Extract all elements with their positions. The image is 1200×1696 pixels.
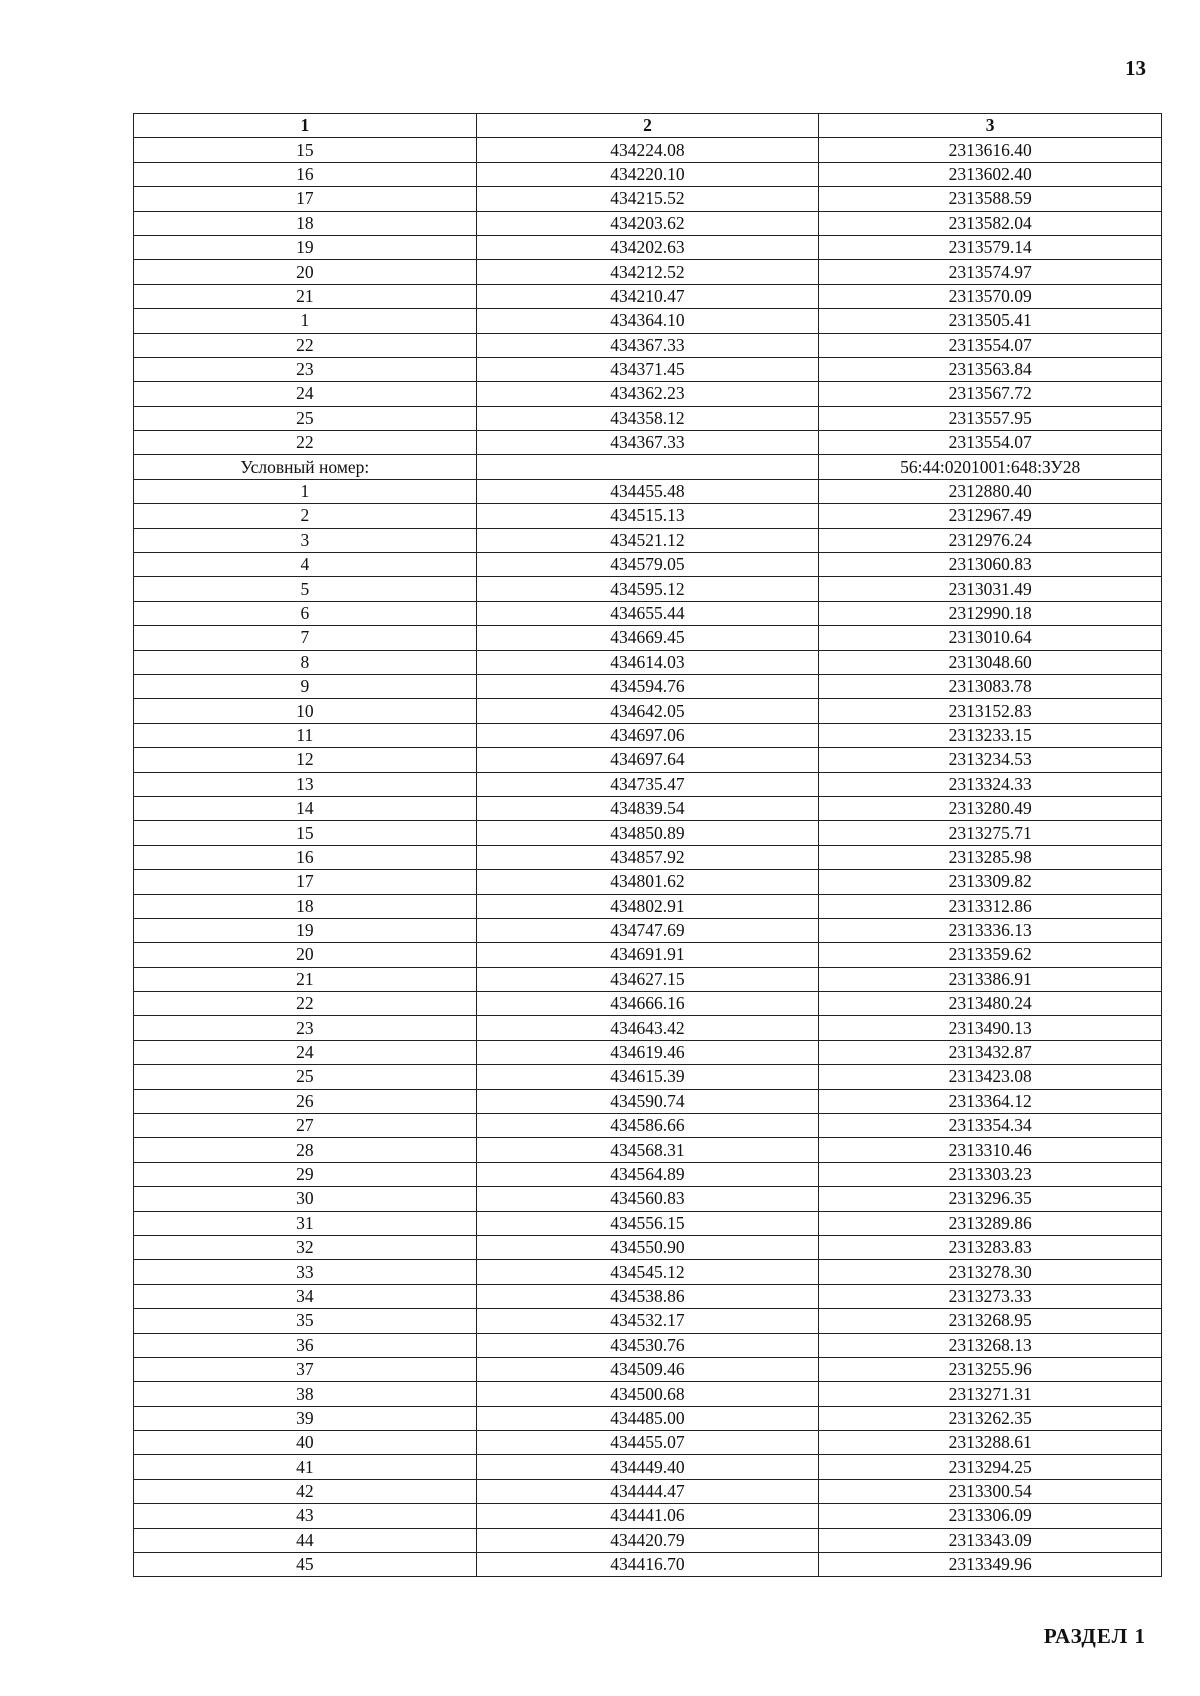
point-number-cell: 16 [134,845,477,869]
x-coordinate-cell: 434441.06 [476,1504,819,1528]
x-coordinate-cell: 434839.54 [476,796,819,820]
table-row [134,821,1162,845]
point-number-cell: 40 [134,1431,477,1455]
x-coordinate-cell: 434358.12 [476,406,819,430]
x-coordinate-cell: 434556.15 [476,1211,819,1235]
y-coordinate-cell: 2313234.53 [819,748,1162,772]
table-row [134,1504,1162,1528]
y-coordinate-cell: 2313310.46 [819,1138,1162,1162]
y-coordinate-cell: 2313616.40 [819,138,1162,162]
point-number-cell: 15 [134,138,477,162]
x-coordinate-cell: 434515.13 [476,504,819,528]
table-row [134,772,1162,796]
table-row [134,406,1162,430]
table-row [134,1309,1162,1333]
table-row [134,431,1162,455]
point-number-cell: 29 [134,1162,477,1186]
x-coordinate-cell: 434500.68 [476,1382,819,1406]
point-number-cell: 19 [134,918,477,942]
point-number-cell: 42 [134,1479,477,1503]
cadastral-number-row [134,455,1162,479]
point-number-cell: 12 [134,748,477,772]
table-row [134,1260,1162,1284]
y-coordinate-cell: 2312967.49 [819,504,1162,528]
y-coordinate-cell: 2313306.09 [819,1504,1162,1528]
point-number-cell: 35 [134,1309,477,1333]
table-row [134,1235,1162,1259]
table-row [134,1455,1162,1479]
x-coordinate-cell: 434210.47 [476,284,819,308]
table-row [134,1479,1162,1503]
y-coordinate-cell: 2313364.12 [819,1089,1162,1113]
y-coordinate-cell: 2313083.78 [819,674,1162,698]
table-row [134,1114,1162,1138]
table-row [134,918,1162,942]
x-coordinate-cell: 434538.86 [476,1284,819,1308]
table-row [134,748,1162,772]
x-coordinate-cell: 434801.62 [476,870,819,894]
table-row [134,1382,1162,1406]
x-coordinate-cell: 434642.05 [476,699,819,723]
y-coordinate-cell: 2313273.33 [819,1284,1162,1308]
y-coordinate-cell: 2313255.96 [819,1357,1162,1381]
point-number-cell: 24 [134,382,477,406]
x-coordinate-cell: 434802.91 [476,894,819,918]
x-coordinate-cell: 434643.42 [476,1016,819,1040]
y-coordinate-cell: 2313554.07 [819,431,1162,455]
y-coordinate-cell: 2313300.54 [819,1479,1162,1503]
x-coordinate-cell: 434371.45 [476,357,819,381]
point-number-cell: 1 [134,309,477,333]
table-row [134,138,1162,162]
x-coordinate-cell: 434590.74 [476,1089,819,1113]
point-number-cell: 43 [134,1504,477,1528]
point-number-cell: 44 [134,1528,477,1552]
y-coordinate-cell: 2313557.95 [819,406,1162,430]
table-row [134,1016,1162,1040]
point-number-cell: 1 [134,479,477,503]
point-number-cell: 33 [134,1260,477,1284]
table-row [134,162,1162,186]
point-number-cell: 11 [134,723,477,747]
y-coordinate-cell: 2313336.13 [819,918,1162,942]
y-coordinate-cell: 2313060.83 [819,553,1162,577]
table-row [134,1528,1162,1552]
header-row [134,114,1162,138]
table-row [134,260,1162,284]
point-number-cell: 41 [134,1455,477,1479]
x-coordinate-cell: 434595.12 [476,577,819,601]
point-number-cell: 8 [134,650,477,674]
y-coordinate-cell: 2313233.15 [819,723,1162,747]
y-coordinate-cell: 2313582.04 [819,211,1162,235]
y-coordinate-cell: 2313294.25 [819,1455,1162,1479]
table-body [134,138,1162,1577]
table-row [134,796,1162,820]
table-row [134,235,1162,259]
point-number-cell: 25 [134,1065,477,1089]
x-coordinate-cell: 434550.90 [476,1235,819,1259]
y-coordinate-cell: 2313283.83 [819,1235,1162,1259]
y-coordinate-cell: 2313554.07 [819,333,1162,357]
table-row [134,1284,1162,1308]
x-coordinate-cell: 434691.91 [476,943,819,967]
y-coordinate-cell: 2312990.18 [819,601,1162,625]
table-row [134,1431,1162,1455]
point-number-cell: 18 [134,211,477,235]
y-coordinate-cell: 2313567.72 [819,382,1162,406]
x-coordinate-cell: 434449.40 [476,1455,819,1479]
y-coordinate-cell: 2313010.64 [819,626,1162,650]
table-row [134,1040,1162,1064]
y-coordinate-cell: 2313271.31 [819,1382,1162,1406]
y-coordinate-cell: 2313343.09 [819,1528,1162,1552]
y-coordinate-cell: 2313288.61 [819,1431,1162,1455]
y-coordinate-cell: 2313359.62 [819,943,1162,967]
point-number-cell: 6 [134,601,477,625]
x-coordinate-cell: 434212.52 [476,260,819,284]
x-coordinate-cell: 434455.48 [476,479,819,503]
x-coordinate-cell: 434594.76 [476,674,819,698]
y-coordinate-cell: 2313505.41 [819,309,1162,333]
table-row [134,1553,1162,1577]
x-coordinate-cell: 434615.39 [476,1065,819,1089]
point-number-cell: 22 [134,431,477,455]
x-coordinate-cell: 434697.06 [476,723,819,747]
table-row [134,943,1162,967]
point-number-cell: 17 [134,870,477,894]
x-coordinate-cell: 434666.16 [476,992,819,1016]
page-number: 13 [1125,56,1146,80]
table-row [134,479,1162,503]
x-coordinate-cell: 434619.46 [476,1040,819,1064]
table-row [134,357,1162,381]
table-row [134,1089,1162,1113]
table-row [134,577,1162,601]
table-row [134,845,1162,869]
x-coordinate-cell: 434364.10 [476,309,819,333]
coordinates-table [133,113,1162,1577]
table-row [134,650,1162,674]
point-number-cell: 24 [134,1040,477,1064]
point-number-cell: 7 [134,626,477,650]
y-coordinate-cell: 2313354.34 [819,1114,1162,1138]
point-number-cell: 39 [134,1406,477,1430]
point-number-cell: 13 [134,772,477,796]
x-coordinate-cell: 434532.17 [476,1309,819,1333]
point-number-cell: 26 [134,1089,477,1113]
point-number-cell: 38 [134,1382,477,1406]
y-coordinate-cell: 2313432.87 [819,1040,1162,1064]
point-number-cell: 30 [134,1187,477,1211]
y-coordinate-cell: 2313303.23 [819,1162,1162,1186]
x-coordinate-cell: 434202.63 [476,235,819,259]
table-row [134,1162,1162,1186]
table-row [134,1333,1162,1357]
table-row [134,967,1162,991]
x-coordinate-cell: 434220.10 [476,162,819,186]
x-coordinate-cell: 434747.69 [476,918,819,942]
y-coordinate-cell: 2313285.98 [819,845,1162,869]
table-row [134,674,1162,698]
point-number-cell: 37 [134,1357,477,1381]
table-row [134,1357,1162,1381]
point-number-cell: 10 [134,699,477,723]
table-row [134,1187,1162,1211]
y-coordinate-cell: 2313309.82 [819,870,1162,894]
point-number-cell: 17 [134,187,477,211]
y-coordinate-cell: 2313289.86 [819,1211,1162,1235]
table-row [134,528,1162,552]
point-number-cell: 3 [134,528,477,552]
table-row [134,992,1162,1016]
x-coordinate-cell: 434215.52 [476,187,819,211]
point-number-cell: 20 [134,943,477,967]
x-coordinate-cell: 434614.03 [476,650,819,674]
point-number-cell: 9 [134,674,477,698]
point-number-cell: 21 [134,967,477,991]
x-coordinate-cell: 434362.23 [476,382,819,406]
y-coordinate-cell: 2313152.83 [819,699,1162,723]
y-coordinate-cell: 2313278.30 [819,1260,1162,1284]
table-row [134,382,1162,406]
y-coordinate-cell: 2313574.97 [819,260,1162,284]
y-coordinate-cell: 2313579.14 [819,235,1162,259]
table-row [134,1065,1162,1089]
y-coordinate-cell: 2313312.86 [819,894,1162,918]
y-coordinate-cell: 2313490.13 [819,1016,1162,1040]
x-coordinate-cell: 434444.47 [476,1479,819,1503]
point-number-cell: 22 [134,333,477,357]
point-number-cell: 5 [134,577,477,601]
y-coordinate-cell: 2313570.09 [819,284,1162,308]
y-coordinate-cell: 2313602.40 [819,162,1162,186]
x-coordinate-cell: 434416.70 [476,1553,819,1577]
y-coordinate-cell: 2313262.35 [819,1406,1162,1430]
x-coordinate-cell: 434367.33 [476,431,819,455]
y-coordinate-cell: 2313563.84 [819,357,1162,381]
y-coordinate-cell: 2313324.33 [819,772,1162,796]
table-row [134,626,1162,650]
x-coordinate-cell: 434735.47 [476,772,819,796]
y-coordinate-cell: 2313275.71 [819,821,1162,845]
point-number-cell: 27 [134,1114,477,1138]
y-coordinate-cell: 2312976.24 [819,528,1162,552]
point-number-cell: 28 [134,1138,477,1162]
x-coordinate-cell: 434521.12 [476,528,819,552]
y-coordinate-cell: 2313268.95 [819,1309,1162,1333]
point-number-cell: 18 [134,894,477,918]
x-coordinate-cell: 434509.46 [476,1357,819,1381]
table-row [134,504,1162,528]
point-number-cell: 4 [134,553,477,577]
y-coordinate-cell: 2313423.08 [819,1065,1162,1089]
point-number-cell: 2 [134,504,477,528]
point-number-cell: 15 [134,821,477,845]
x-coordinate-cell: 434655.44 [476,601,819,625]
x-coordinate-cell: 434627.15 [476,967,819,991]
table-row [134,333,1162,357]
table-row [134,894,1162,918]
x-coordinate-cell: 434850.89 [476,821,819,845]
y-coordinate-cell: 2313480.24 [819,992,1162,1016]
table-row [134,1211,1162,1235]
column-header-x: 2 [476,114,819,138]
y-coordinate-cell: 2313048.60 [819,650,1162,674]
y-coordinate-cell: 2313280.49 [819,796,1162,820]
point-number-cell: 36 [134,1333,477,1357]
point-number-cell: 31 [134,1211,477,1235]
x-coordinate-cell: 434420.79 [476,1528,819,1552]
point-number-cell: 25 [134,406,477,430]
x-coordinate-cell: 434530.76 [476,1333,819,1357]
x-coordinate-cell: 434857.92 [476,845,819,869]
point-number-cell: 45 [134,1553,477,1577]
table-row [134,601,1162,625]
y-coordinate-cell: 2313268.13 [819,1333,1162,1357]
x-coordinate-cell: 434564.89 [476,1162,819,1186]
point-number-cell: 19 [134,235,477,259]
y-coordinate-cell: 2313588.59 [819,187,1162,211]
cadastral-number-value: 56:44:0201001:648:ЗУ28 [819,455,1162,479]
table-row [134,187,1162,211]
point-number-cell: 32 [134,1235,477,1259]
point-number-cell: 20 [134,260,477,284]
x-coordinate-cell: 434586.66 [476,1114,819,1138]
point-number-cell: 34 [134,1284,477,1308]
y-coordinate-cell: 2313349.96 [819,1553,1162,1577]
x-coordinate-cell: 434455.07 [476,1431,819,1455]
table-row [134,699,1162,723]
x-coordinate-cell: 434485.00 [476,1406,819,1430]
x-coordinate-cell: 434203.62 [476,211,819,235]
y-coordinate-cell: 2313296.35 [819,1187,1162,1211]
y-coordinate-cell: 2313031.49 [819,577,1162,601]
x-coordinate-cell: 434545.12 [476,1260,819,1284]
cadastral-number-label: Условный номер: [134,455,477,479]
y-coordinate-cell: 2312880.40 [819,479,1162,503]
table-row [134,284,1162,308]
x-coordinate-cell: 434579.05 [476,553,819,577]
point-number-cell: 16 [134,162,477,186]
point-number-cell: 23 [134,357,477,381]
x-coordinate-cell: 434697.64 [476,748,819,772]
x-coordinate-cell: 434568.31 [476,1138,819,1162]
x-coordinate-cell: 434560.83 [476,1187,819,1211]
table-row [134,723,1162,747]
y-coordinate-cell: 2313386.91 [819,967,1162,991]
x-coordinate-cell: 434367.33 [476,333,819,357]
column-header-y: 3 [819,114,1162,138]
table-row [134,1406,1162,1430]
point-number-cell: 21 [134,284,477,308]
table-row [134,553,1162,577]
point-number-cell: 23 [134,1016,477,1040]
table-row [134,870,1162,894]
point-number-cell: 14 [134,796,477,820]
table-row [134,309,1162,333]
point-number-cell: 22 [134,992,477,1016]
table-row [134,1138,1162,1162]
table-header [134,114,1162,138]
table-row [134,211,1162,235]
x-coordinate-cell: 434224.08 [476,138,819,162]
column-header-point-number: 1 [134,114,477,138]
empty-cell [476,455,819,479]
x-coordinate-cell: 434669.45 [476,626,819,650]
section-footer: РАЗДЕЛ 1 [1043,1624,1146,1648]
